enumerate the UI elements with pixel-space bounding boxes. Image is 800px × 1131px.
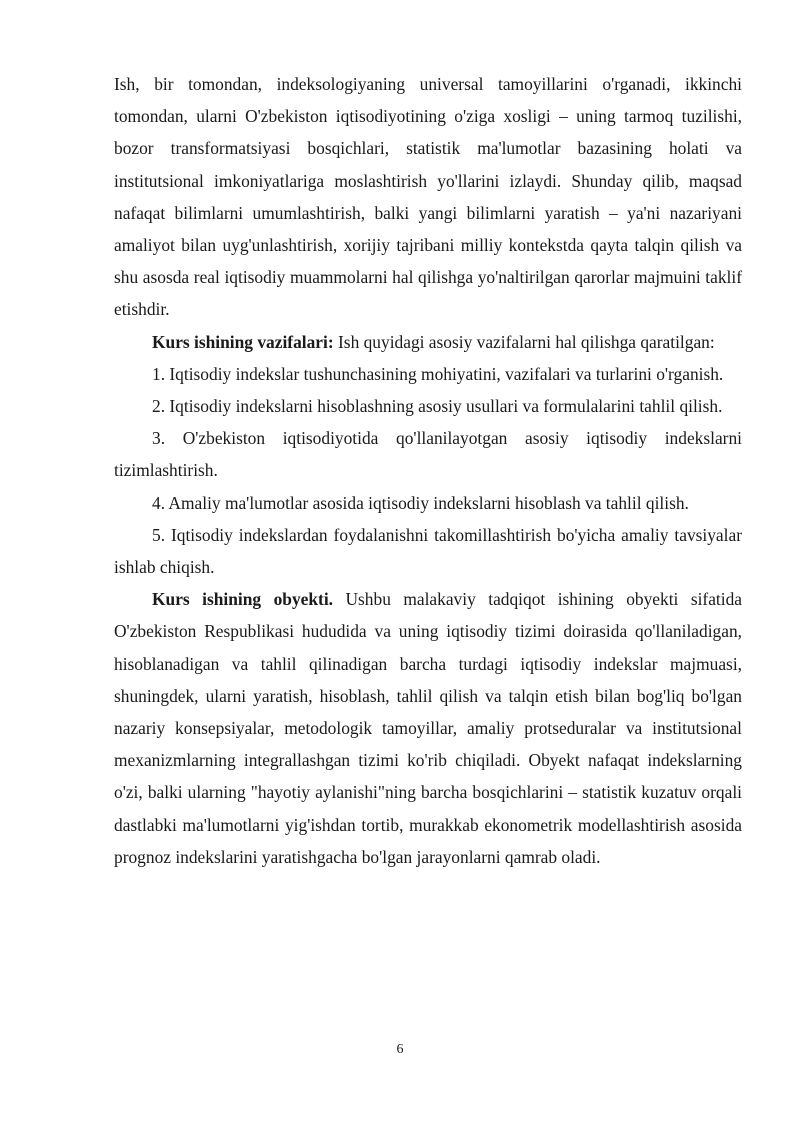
task-item-3: 3. O'zbekiston iqtisodiyotida qo'llanilayotgan asosiy iqtisodiy indekslarni tizimlashtirish. bbox=[114, 428, 742, 481]
page-number: 6 bbox=[396, 1042, 404, 1057]
intro-paragraph: Ish, bir tomondan, indeksologiyaning universal tamoyillarini o'rganadi, ikkinchi tomondan, ularni O'zbekiston iqtisodiyotining o'ziga xosligi – uning tarmoq tuzilishi, bozor transformatsiyasi bosqichlari, statistik ma'lumotlar bazasining holati va institutsional imkoniyatlariga moslashtirish yo'llarini izlaydi. Shunday qilib, maqsad nafaqat bilimlarni umumlashtirish, balki yangi bilimlarni yaratish – ya'ni nazariyani amaliyot bilan uyg'unlashtirish, xorijiy tajribani milliy kontekstda qayta talqin qilish va shu asosda real iqtisodiy muammolarni hal qilishga yo'naltirilgan qarorlar majmuini taklif etishdir. bbox=[114, 74, 742, 320]
tasks-paragraph bbox=[114, 326, 742, 358]
task-item-1: 1. Iqtisodiy indekslar tushunchasining mohiyatini, vazifalari va turlarini o'rganish. bbox=[152, 363, 724, 384]
tasks-heading: Kurs ishining vazifalari: bbox=[152, 331, 334, 352]
task-item-4: 4. Amaliy ma'lumotlar asosida iqtisodiy indekslarni hisoblash va tahlil qilish. bbox=[152, 492, 689, 513]
tasks-intro: Ish quyidagi asosiy vazifalarni hal qilishga qaratilgan: bbox=[333, 331, 715, 352]
object-paragraph bbox=[114, 583, 742, 873]
task-item-5: 5. Iqtisodiy indekslardan foydalanishni takomillashtirish bo'yicha amaliy tavsiyalar ishlab chiqish. bbox=[114, 524, 742, 578]
object-text: Ushbu malakaviy tadqiqot ishining obyekti sifatida O'zbekiston Respublikasi hududida va uning iqtisodiy tizimi doirasida qo'llaniladigan, hisoblanadigan va tahlil qilinadigan barcha turdagi iqtisodiy indekslar majmuasi, shuningdek, ularni yaratish, hisoblash, tahlil qilish va talqin etish bilan bog'liq bo'lgan nazariy konsepsiyalar, metodologik tamoyillar, amaliy protseduralar va institutsional mexanizmlarning integrallashgan tizimi ko'rib chiqiladi. Obyekt nafaqat indekslarning o'zi, balki ularning "hayotiy aylanishi"ning barcha bosqichlarini – statistik kuzatuv orqali dastlabki ma'lumotlarni yig'ishdan tortib, murakkab ekonometrik modellashtirish asosida prognoz indekslarini yaratishgacha bo'lgan jarayonlarni qamrab oladi. bbox=[114, 589, 743, 867]
task-item-2: 2. Iqtisodiy indekslarni hisoblashning asosiy usullari va formulalarini tahlil qilish. bbox=[152, 396, 723, 417]
document-page bbox=[114, 68, 742, 873]
object-heading: Kurs ishining obyekti. bbox=[152, 589, 334, 610]
